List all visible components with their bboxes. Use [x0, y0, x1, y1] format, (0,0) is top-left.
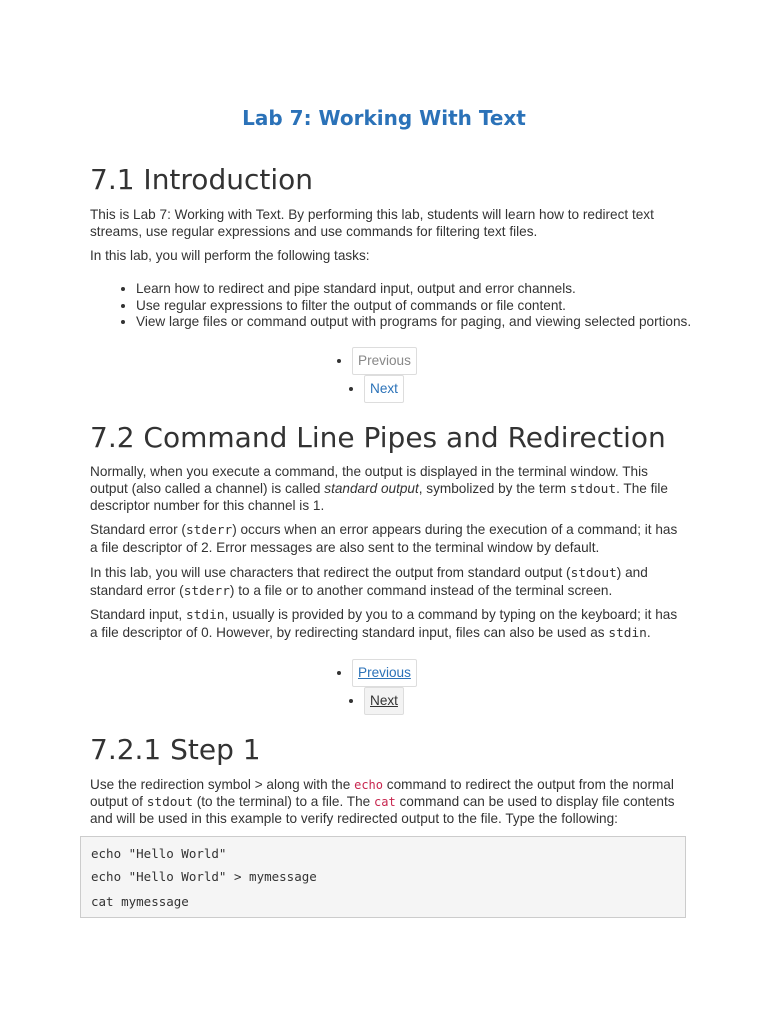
- heading-introduction: 7.1 Introduction: [90, 163, 313, 196]
- pipes-paragraph-4: Standard input, stdin, usually is provided by you to a command by typing on the keyboard; it has a file descriptor of 0. However, by redirecting standard input, files can also be used as stdin.: [90, 607, 678, 641]
- next-button[interactable]: Next: [364, 687, 404, 715]
- intro-paragraph-1: This is Lab 7: Working with Text. By performing this lab, students will learn how to redirect text streams, use regular expressions and use commands for filtering text files.: [90, 207, 654, 239]
- code-line: echo "Hello World": [91, 846, 227, 861]
- pipes-paragraph-3: In this lab, you will use characters that redirect the output from standard output (stdout) and standard error (stderr) to a file or to another command instead of the terminal screen.: [90, 565, 648, 599]
- intro-paragraph-2: In this lab, you will perform the following tasks:: [90, 248, 370, 263]
- heading-pipes-redirection: 7.2 Command Line Pipes and Redirection: [90, 421, 666, 454]
- next-button[interactable]: Next: [364, 375, 404, 403]
- pipes-paragraph-1: Normally, when you execute a command, the output is displayed in the terminal window. This output (also called a channel) is called standard output, symbolized by the term stdout. The file descriptor number for this channel is 1.: [90, 464, 668, 513]
- task-item: • Learn how to redirect and pipe standard input, output and error channels.: [136, 281, 736, 298]
- task-list: [90, 281, 736, 331]
- lab-title: Lab 7: Working With Text: [242, 106, 526, 130]
- previous-button[interactable]: Previous: [352, 347, 417, 375]
- code-block: [80, 836, 686, 918]
- previous-button[interactable]: Previous: [352, 659, 417, 687]
- task-item: • View large files or command output with programs for paging, and viewing selected portions.: [136, 314, 736, 331]
- step1-paragraph: Use the redirection symbol > along with the echo command to redirect the output from the normal output of stdout (to the terminal) to a file. The cat command can be used to display file contents and will be used in this example to verify redirected output to the file. Type the following:: [90, 777, 675, 826]
- pager-item-previous: [352, 659, 417, 687]
- pager-item-next: [364, 687, 404, 715]
- pager-item-previous: [352, 347, 417, 375]
- code-line: cat mymessage: [91, 894, 189, 909]
- pager-item-next: [364, 375, 404, 403]
- heading-step-1: 7.2.1 Step 1: [90, 733, 261, 766]
- pipes-paragraph-2: Standard error (stderr) occurs when an error appears during the execution of a command; it has a file descriptor of 2. Error messages are also sent to the terminal window by default.: [90, 522, 678, 555]
- task-item: • Use regular expressions to filter the output of commands or file content.: [136, 298, 736, 315]
- code-line: echo "Hello World" > mymessage: [91, 869, 317, 884]
